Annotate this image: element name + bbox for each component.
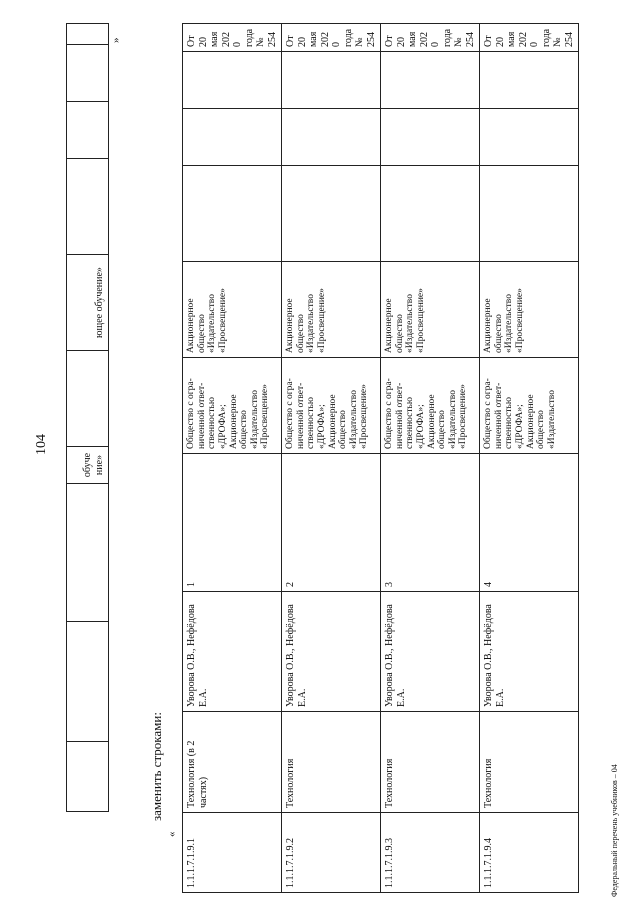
empty-cell — [183, 166, 282, 262]
code-cell: 1.1.1.7.1.9.4 — [480, 813, 579, 893]
publisher-cell: Акционерное общество «Издательство «Просвещение» — [183, 262, 282, 358]
authors-cell: Уворова О.В., Нефёдова Е.А. — [183, 592, 282, 712]
authors-cell: Уворова О.В., Нефёдова Е.А. — [381, 592, 480, 712]
publisher-cell: Акционерное общество «Издательство «Просвещение» — [381, 262, 480, 358]
order-date-cell: От 20 мая 2020 года № 254 — [480, 24, 579, 52]
table-row — [183, 24, 282, 893]
table-row — [282, 24, 381, 893]
top-cell — [67, 742, 109, 812]
top-cell — [67, 351, 109, 447]
empty-cell — [480, 109, 579, 166]
grade-cell: 2 — [282, 454, 381, 592]
code-cell: 1.1.1.7.1.9.1 — [183, 813, 282, 893]
empty-cell — [381, 52, 480, 109]
publisher-cell: Акционерное общество «Издательство «Просвещение» — [282, 262, 381, 358]
opening-quote: « — [166, 831, 178, 837]
authors-cell: Уворова О.В., Нефёдова Е.А. — [282, 592, 381, 712]
empty-cell — [480, 166, 579, 262]
subject-cell: Технология — [381, 712, 480, 813]
grade-cell: 1 — [183, 454, 282, 592]
empty-cell — [381, 109, 480, 166]
empty-cell — [282, 166, 381, 262]
empty-cell — [480, 52, 579, 109]
top-cell — [67, 102, 109, 159]
top-cell — [67, 45, 109, 102]
top-table-row — [67, 24, 109, 812]
top-table — [66, 23, 109, 812]
replace-heading: заменить строками: — [149, 712, 164, 821]
top-cell — [67, 484, 109, 622]
order-date-cell: От 20 мая 2020 года № 254 — [381, 24, 480, 52]
closing-quote: » — [110, 37, 122, 43]
top-cell — [67, 159, 109, 255]
page-number: 104 — [34, 434, 49, 455]
subject-cell: Технология (в 2 частях) — [183, 712, 282, 813]
top-cell: ющее обучение» — [67, 255, 109, 351]
empty-cell — [282, 52, 381, 109]
publisher-cell: Акционерное общество «Издательство «Просвещение» — [480, 262, 579, 358]
footer-text: Федеральный перечень учебников – 04 — [610, 764, 619, 897]
top-cell — [67, 622, 109, 742]
textbook-table — [182, 23, 579, 893]
top-cell — [67, 24, 109, 45]
grade-cell: 3 — [381, 454, 480, 592]
publisher-cell: Общество с огра-ниченной ответ-ственностью «ДРОФА»; Акционерное общество «Издательство «Просвещение» — [381, 358, 480, 454]
empty-cell — [183, 52, 282, 109]
code-cell: 1.1.1.7.1.9.2 — [282, 813, 381, 893]
grade-cell: 4 — [480, 454, 579, 592]
empty-cell — [381, 166, 480, 262]
order-date-cell: От 20 мая 2020 года № 254 — [282, 24, 381, 52]
code-cell: 1.1.1.7.1.9.3 — [381, 813, 480, 893]
table-row — [381, 24, 480, 893]
subject-cell: Технология — [282, 712, 381, 813]
table-row — [480, 24, 579, 893]
empty-cell — [183, 109, 282, 166]
order-date-cell: От 20 мая 2020 года № 254 — [183, 24, 282, 52]
empty-cell — [282, 109, 381, 166]
publisher-cell: Общество с огра-ниченной ответ-ственностью «ДРОФА»; Акционерное общество «Издательство «Просвещение» — [282, 358, 381, 454]
publisher-cell: Общество с огра-ниченной ответ-ственностью «ДРОФА»; Акционерное общество «Издательство «Просвещение» — [183, 358, 282, 454]
authors-cell: Уворова О.В., Нефёдова Е.А. — [480, 592, 579, 712]
publisher-cell: Общество с огра-ниченной ответ-ственностью «ДРОФА»; Акционерное общество «Издательство — [480, 358, 579, 454]
subject-cell: Технология — [480, 712, 579, 813]
top-cell: обучение» — [67, 447, 109, 484]
